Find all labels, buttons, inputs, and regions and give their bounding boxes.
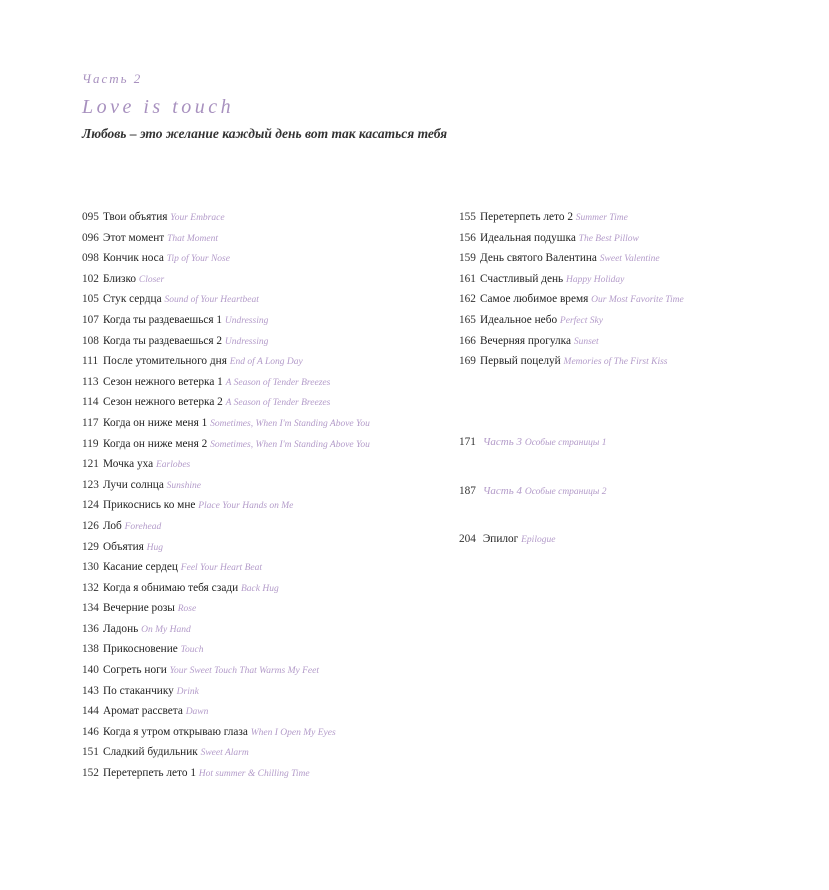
toc-entry[interactable] [459, 228, 799, 249]
entry-title-ru: После утомительного дня [103, 355, 227, 368]
entry-title-en: Sweet Alarm [200, 748, 249, 759]
entry-page-number: 151 [82, 746, 99, 759]
entry-page-number: 162 [459, 293, 476, 306]
toc-entry[interactable] [459, 351, 799, 372]
toc-entry[interactable] [82, 269, 442, 290]
toc-entry[interactable] [82, 475, 442, 496]
entry-title-ru: Вечерняя прогулка [480, 334, 571, 347]
entry-title-ru: День святого Валентина [480, 252, 597, 265]
entry-title-ru: Перетерпеть лето 1 [103, 767, 196, 780]
toc-entry[interactable] [82, 701, 442, 722]
toc-entry[interactable] [82, 495, 442, 516]
entry-title-ru: Вечерние розы [103, 602, 175, 615]
entry-page-number: 114 [82, 396, 99, 409]
entry-page-number: 108 [82, 334, 99, 347]
entry-title-en: Sometimes, When I'm Standing Above You [210, 418, 370, 429]
entry-title-ru: Счастливый день [480, 272, 564, 285]
toc-entry[interactable] [82, 742, 442, 763]
entry-title-ru: Первый поцелуй [480, 355, 561, 368]
entry-page-number: 119 [82, 437, 99, 450]
toc-entry[interactable] [82, 228, 442, 249]
toc-entry[interactable] [82, 763, 442, 784]
entry-page-number: 117 [82, 416, 99, 429]
entry-title-en: Our Most Favorite Time [591, 295, 684, 306]
entry-page-number: 204 [459, 533, 476, 545]
entry-page-number: 107 [82, 313, 99, 326]
entry-page-number: 171 [459, 436, 476, 448]
entry-title-ru: Твои объятия [103, 211, 168, 223]
entry-title-en: Memories of The First Kiss [563, 357, 668, 368]
entry-title-ru: Мочка уха [103, 458, 154, 471]
toc-entry[interactable] [82, 537, 442, 558]
entry-title-en: Summer Time [575, 213, 628, 223]
entry-title-en: Sunset [573, 336, 599, 347]
entry-page-number: 098 [82, 252, 99, 265]
epilogue-entry[interactable] [459, 529, 555, 549]
entry-title-en: Undressing [224, 315, 269, 326]
entry-page-number: 166 [459, 334, 476, 347]
entry-title-ru: Эпилог [482, 533, 519, 545]
entry-page-number: 124 [82, 499, 99, 512]
entry-title-ru: Прикоснись ко мне [103, 499, 196, 512]
entry-title-ru: Когда ты раздеваешься 1 [103, 313, 223, 326]
entry-title-ru: Ладонь [103, 622, 139, 635]
entry-page-number: 129 [82, 540, 99, 553]
entry-title-ru: Когда он ниже меня 2 [103, 437, 208, 450]
toc-entry[interactable] [82, 516, 442, 537]
entry-title-ru: Объятия [103, 540, 144, 553]
entry-title-ru: Прикосновение [103, 643, 178, 656]
entry-title-ru: По стаканчику [103, 684, 174, 697]
entry-title-en: End of A Long Day [229, 357, 303, 368]
entry-title-en: Undressing [224, 336, 269, 347]
entry-title-en: That Moment [167, 233, 218, 244]
entry-title-ru: Кончик носа [103, 252, 164, 265]
entry-title-ru: Аромат рассвета [103, 705, 183, 718]
entry-page-number: 102 [82, 272, 99, 285]
entry-title-en: Earlobes [155, 460, 191, 471]
toc-entry[interactable] [82, 557, 442, 578]
entry-title-en: When I Open My Eyes [250, 727, 336, 738]
entry-page-number: 143 [82, 684, 99, 697]
toc-entry[interactable] [459, 289, 799, 310]
part-title: Love is touch [82, 96, 235, 118]
entry-title-en: Your Embrace [170, 213, 225, 223]
toc-entry[interactable] [82, 434, 442, 455]
entry-title-en: Rose [177, 604, 197, 615]
toc-entry[interactable] [82, 351, 442, 372]
entry-title-ru: Когда ты раздеваешься 2 [103, 334, 223, 347]
entry-title-en: Tip of Your Nose [166, 254, 230, 265]
entry-title-ru: Этот момент [103, 231, 165, 244]
entry-title-en: A Season of Tender Breezes [225, 398, 331, 409]
toc-entry[interactable] [459, 207, 799, 228]
entry-title-ru: Лучи солнца [103, 478, 164, 491]
entry-title-en: Closer [138, 274, 165, 285]
part-label: Часть 2 [82, 71, 143, 86]
special-entry-part4[interactable] [459, 481, 606, 501]
toc-entry[interactable] [82, 372, 442, 393]
entry-part-title: Особые страницы 2 [524, 487, 607, 497]
entry-page-number: 123 [82, 478, 99, 491]
entry-title-en: Hug [146, 542, 164, 553]
entry-title-en: Feel Your Heart Beat [180, 563, 262, 574]
entry-title-en: Touch [180, 645, 204, 656]
entry-page-number: 132 [82, 581, 99, 594]
entry-page-number: 144 [82, 705, 99, 718]
entry-title-ru: Стук сердца [103, 293, 162, 306]
entry-title-en: Perfect Sky [559, 315, 603, 326]
entry-title-ru: Идеальное небо [480, 313, 558, 326]
entry-title-ru: Близко [103, 272, 137, 285]
toc-entry[interactable] [82, 639, 442, 660]
toc-entry[interactable] [82, 413, 442, 434]
entry-title-en: Sweet Valentine [599, 254, 660, 265]
entry-page-number: 155 [459, 211, 476, 223]
entry-title-en: Back Hug [240, 583, 279, 594]
entry-page-number: 187 [459, 485, 476, 497]
entry-page-number: 136 [82, 622, 99, 635]
toc-entry[interactable] [82, 207, 442, 228]
entry-title-en: Drink [176, 686, 199, 697]
entry-title-en: Forehead [124, 521, 162, 532]
entry-title-ru: Сезон нежного ветерка 1 [103, 375, 223, 388]
entry-title-ru: Сезон нежного ветерка 2 [103, 396, 223, 409]
entry-title-ru: Перетерпеть лето 2 [480, 211, 573, 223]
toc-entry[interactable] [82, 660, 442, 681]
toc-entry[interactable] [82, 289, 442, 310]
entry-title-en: Sunshine [166, 480, 201, 491]
entry-title-ru: Когда я обнимаю тебя сзади [103, 581, 239, 594]
toc-entry[interactable] [82, 331, 442, 352]
toc-entry[interactable] [82, 392, 442, 413]
entry-page-number: 134 [82, 602, 99, 615]
entry-title-en: The Best Pillow [578, 233, 639, 244]
entry-title-en: Dawn [185, 707, 209, 718]
toc-right-column [459, 207, 799, 372]
entry-page-number: 146 [82, 725, 99, 738]
entry-page-number: 111 [82, 355, 99, 368]
toc-entry[interactable] [82, 681, 442, 702]
entry-title-en: Place Your Hands on Me [198, 501, 294, 512]
entry-title-en: Epilogue [521, 535, 556, 545]
entry-page-number: 113 [82, 375, 99, 388]
special-entry-part3[interactable] [459, 432, 606, 452]
entry-page-number: 152 [82, 767, 99, 780]
toc-entry[interactable] [82, 619, 442, 640]
entry-title-ru: Идеальная подушка [480, 231, 576, 244]
entry-page-number: 156 [459, 231, 476, 244]
entry-page-number: 130 [82, 561, 99, 574]
entry-page-number: 096 [82, 231, 99, 244]
entry-page-number: 126 [82, 519, 99, 532]
entry-title-ru: Лоб [103, 519, 122, 532]
entry-page-number: 138 [82, 643, 99, 656]
entry-page-number: 169 [459, 355, 476, 368]
toc-entry[interactable] [82, 454, 442, 475]
entry-page-number: 161 [459, 272, 476, 285]
toc-entry[interactable] [82, 578, 442, 599]
toc-entry[interactable] [459, 331, 799, 352]
entry-page-number: 165 [459, 313, 476, 326]
entry-title-en: Hot summer & Chilling Time [198, 769, 310, 780]
entry-title-ru: Самое любимое время [480, 293, 589, 306]
entry-title-ru: Когда я утром открываю глаза [103, 725, 248, 738]
entry-part-title: Особые страницы 1 [524, 438, 607, 448]
toc-entry[interactable] [82, 722, 442, 743]
toc-entry[interactable] [459, 269, 799, 290]
entry-part-label: Часть 3 [482, 436, 522, 448]
entry-title-en: On My Hand [141, 624, 191, 635]
entry-title-en: A Season of Tender Breezes [225, 377, 331, 388]
entry-part-label: Часть 4 [482, 485, 522, 497]
entry-page-number: 140 [82, 664, 99, 677]
entry-page-number: 121 [82, 458, 99, 471]
toc-entry[interactable] [82, 598, 442, 619]
entry-title-ru: Сладкий будильник [103, 746, 198, 759]
toc-entry[interactable] [82, 248, 442, 269]
entry-title-en: Happy Holiday [566, 274, 625, 285]
toc-entry[interactable] [459, 248, 799, 269]
entry-title-en: Your Sweet Touch That Warms My Feet [169, 666, 319, 677]
entry-title-ru: Когда он ниже меня 1 [103, 416, 208, 429]
entry-title-en: Sound of Your Heartbeat [164, 295, 259, 306]
entry-page-number: 095 [82, 211, 99, 223]
entry-page-number: 105 [82, 293, 99, 306]
toc-left-column [82, 207, 442, 784]
toc-entry[interactable] [82, 310, 442, 331]
toc-entry[interactable] [459, 310, 799, 331]
entry-page-number: 159 [459, 252, 476, 265]
part-subtitle: Любовь – это желание каждый день вот так касаться тебя [82, 126, 448, 141]
entry-title-ru: Согреть ноги [103, 664, 167, 677]
entry-title-ru: Касание сердец [103, 561, 178, 574]
entry-title-en: Sometimes, When I'm Standing Above You [210, 439, 370, 450]
